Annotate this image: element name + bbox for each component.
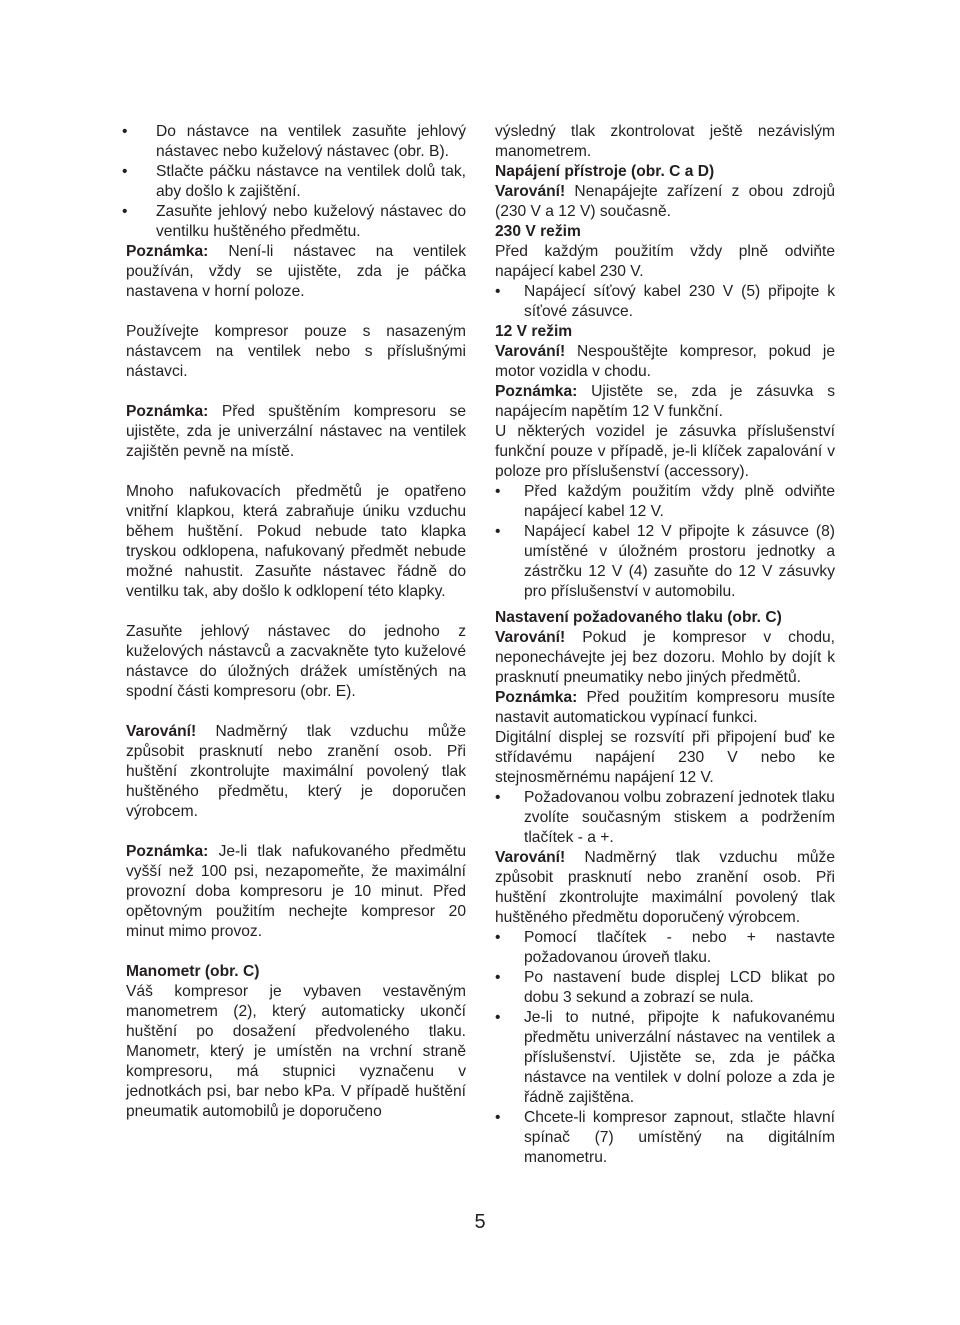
- list-item: • Pomocí tlačítek - nebo + nastavte požadovanou úroveň tlaku.: [495, 929, 835, 966]
- bullet-icon: •: [122, 203, 128, 220]
- list-item: • Napájecí síťový kabel 230 V (5) připojte k síťové zásuvce.: [495, 283, 835, 320]
- list-item: • Je-li to nutné, připojte k nafukovanému předmětu univerzální nástavec na ventilek a příslušenství. Ujistěte se, zda je páčka nástavce na ventilek v dolní poloze a zda je řádně zajištěna.: [495, 1009, 835, 1106]
- section-heading-power: Napájení přístroje (obr. C a D): [495, 163, 715, 180]
- list-item: • Stlačte páčku nástavce na ventilek dolů tak, aby došlo k zajištění.: [122, 163, 466, 200]
- warning-paragraph: Varování! Pokud je kompresor v chodu, neponechávejte jej bez dozoru. Mohlo by dojít k prasknutí pneumatiky nebo jiných předmětů.: [495, 629, 835, 686]
- instruction-list: [495, 482, 835, 602]
- paragraph: výsledný tlak zkontrolovat ještě nezávislým manometrem.: [495, 123, 835, 160]
- instruction-list: [495, 928, 835, 1168]
- warning-paragraph: Varování! Nadměrný tlak vzduchu může způsobit prasknutí nebo zranění osob. Při huštění zkontrolujte maximální povolený tlak huštěného předmětu, který je doporučen výrobcem.: [126, 723, 466, 820]
- note-label: Poznámka:: [495, 383, 578, 400]
- note-paragraph: Poznámka: Před spuštěním kompresoru se ujistěte, zda je univerzální nástavec na ventilek zajištěn pevně na místě.: [126, 403, 466, 460]
- list-item: • Do nástavce na ventilek zasuňte jehlový nástavec nebo kuželový nástavec (obr. B).: [122, 123, 466, 160]
- paragraph: Zasuňte jehlový nástavec do jednoho z kuželových nástavců a zacvakněte tyto kuželové nástavce do úložných drážek umístěných na spodní části kompresoru (obr. E).: [126, 623, 466, 700]
- note-label: Poznámka:: [126, 243, 209, 260]
- left-column: [122, 122, 466, 1122]
- section-heading-manometr: Manometr (obr. C): [126, 963, 260, 980]
- warning-paragraph: Varování! Nenapájejte zařízení z obou zdrojů (230 V a 12 V) současně.: [495, 183, 835, 220]
- bullet-icon: •: [495, 969, 501, 986]
- list-item: • Po nastavení bude displej LCD blikat po dobu 3 sekund a zobrazí se nula.: [495, 969, 835, 1006]
- paragraph: U některých vozidel je zásuvka příslušenství funkční pouze v případě, je-li klíček zapalování v poloze pro příslušenství (accessory).: [495, 423, 835, 480]
- list-item: • Napájecí kabel 12 V připojte k zásuvce (8) umístěné v úložném prostoru jednotky a zástrčku 12 V (4) zasuňte do 12 V zásuvky pro příslušenství v automobilu.: [495, 523, 835, 600]
- warning-label: Varování!: [495, 629, 566, 646]
- note-paragraph: Poznámka: Je-li tlak nafukovaného předmětu vyšší než 100 psi, nezapomeňte, že maximální provozní doba kompresoru je 10 minut. Před opětovným použitím nechejte kompresor 20 minut mimo provoz.: [126, 843, 466, 940]
- warning-label: Varování!: [495, 849, 566, 866]
- warning-label: Varování!: [495, 183, 566, 200]
- paragraph: Digitální displej se rozsvítí při připojení buď ke střídavému napájení 230 V nebo ke stejnosměrnému napájení 12 V.: [495, 729, 835, 786]
- list-item: • Zasuňte jehlový nebo kuželový nástavec do ventilku huštěného předmětu.: [122, 203, 466, 240]
- paragraph: Váš kompresor je vybaven vestavěným manometrem (2), který automaticky ukončí huštění po dosažení předvoleného tlaku. Manometr, který je umístěn na vrchní straně kompresoru, má stupnici vyznačenu v jednotkách psi, bar nebo kPa. V případě huštění pneumatik automobilů je doporučeno: [126, 983, 466, 1120]
- warning-paragraph: Varování! Nespouštějte kompresor, pokud je motor vozidla v chodu.: [495, 343, 835, 380]
- bullet-icon: •: [495, 283, 501, 300]
- warning-label: Varování!: [495, 343, 566, 360]
- section-heading-230v: 230 V režim: [495, 223, 581, 240]
- note-label: Poznámka:: [126, 843, 209, 860]
- paragraph: Používejte kompresor pouze s nasazeným nástavcem na ventilek nebo s příslušnými nástavci.: [126, 323, 466, 380]
- bullet-icon: •: [495, 523, 501, 540]
- warning-paragraph: Varování! Nadměrný tlak vzduchu může způsobit prasknutí nebo zranění osob. Při huštění zkontrolujte maximální povolený tlak huštěného předmětu doporučený výrobcem.: [495, 849, 835, 926]
- warning-label: Varování!: [126, 723, 197, 740]
- bullet-icon: •: [495, 1109, 501, 1126]
- bullet-icon: •: [495, 483, 501, 500]
- note-paragraph: Poznámka: Není-li nástavec na ventilek používán, vždy se ujistěte, zda je páčka nastavena v horní poloze.: [126, 243, 466, 300]
- list-item: • Požadovanou volbu zobrazení jednotek tlaku zvolíte současným stiskem a podržením tlačítek - a +.: [495, 789, 835, 846]
- page-number: 5: [474, 1211, 486, 1233]
- paragraph: Mnoho nafukovacích předmětů je opatřeno vnitřní klapkou, která zabraňuje úniku vzduchu během huštění. Pokud nebude tato klapka tryskou odklopena, nafukovaný předmět nebude možné nahustit. Zasuňte nástavec řádně do ventilku tak, aby došlo k odklopení této klapky.: [126, 483, 466, 600]
- section-heading-12v: 12 V režim: [495, 323, 573, 340]
- bullet-icon: •: [122, 163, 128, 180]
- paragraph: Před každým použitím vždy plně odviňte napájecí kabel 230 V.: [495, 243, 835, 280]
- bullet-icon: •: [122, 123, 128, 140]
- list-item: • Chcete-li kompresor zapnout, stlačte hlavní spínač (7) umístěný na digitálním manometru.: [495, 1109, 835, 1166]
- list-item: • Před každým použitím vždy plně odviňte napájecí kabel 12 V.: [495, 483, 835, 520]
- note-paragraph: Poznámka: Před použitím kompresoru musíte nastavit automatickou vypínací funkci.: [495, 689, 835, 726]
- note-label: Poznámka:: [126, 403, 209, 420]
- right-column: [495, 122, 835, 1168]
- note-label: Poznámka:: [495, 689, 578, 706]
- bullet-icon: •: [495, 929, 501, 946]
- note-paragraph: Poznámka: Ujistěte se, zda je zásuvka s napájecím napětím 12 V funkční.: [495, 383, 835, 420]
- bullet-icon: •: [495, 789, 501, 806]
- instruction-list: [495, 282, 835, 322]
- instruction-list: [122, 122, 466, 242]
- section-heading-pressure: Nastavení požadovaného tlaku (obr. C): [495, 609, 782, 626]
- instruction-list: [495, 788, 835, 848]
- bullet-icon: •: [495, 1009, 501, 1026]
